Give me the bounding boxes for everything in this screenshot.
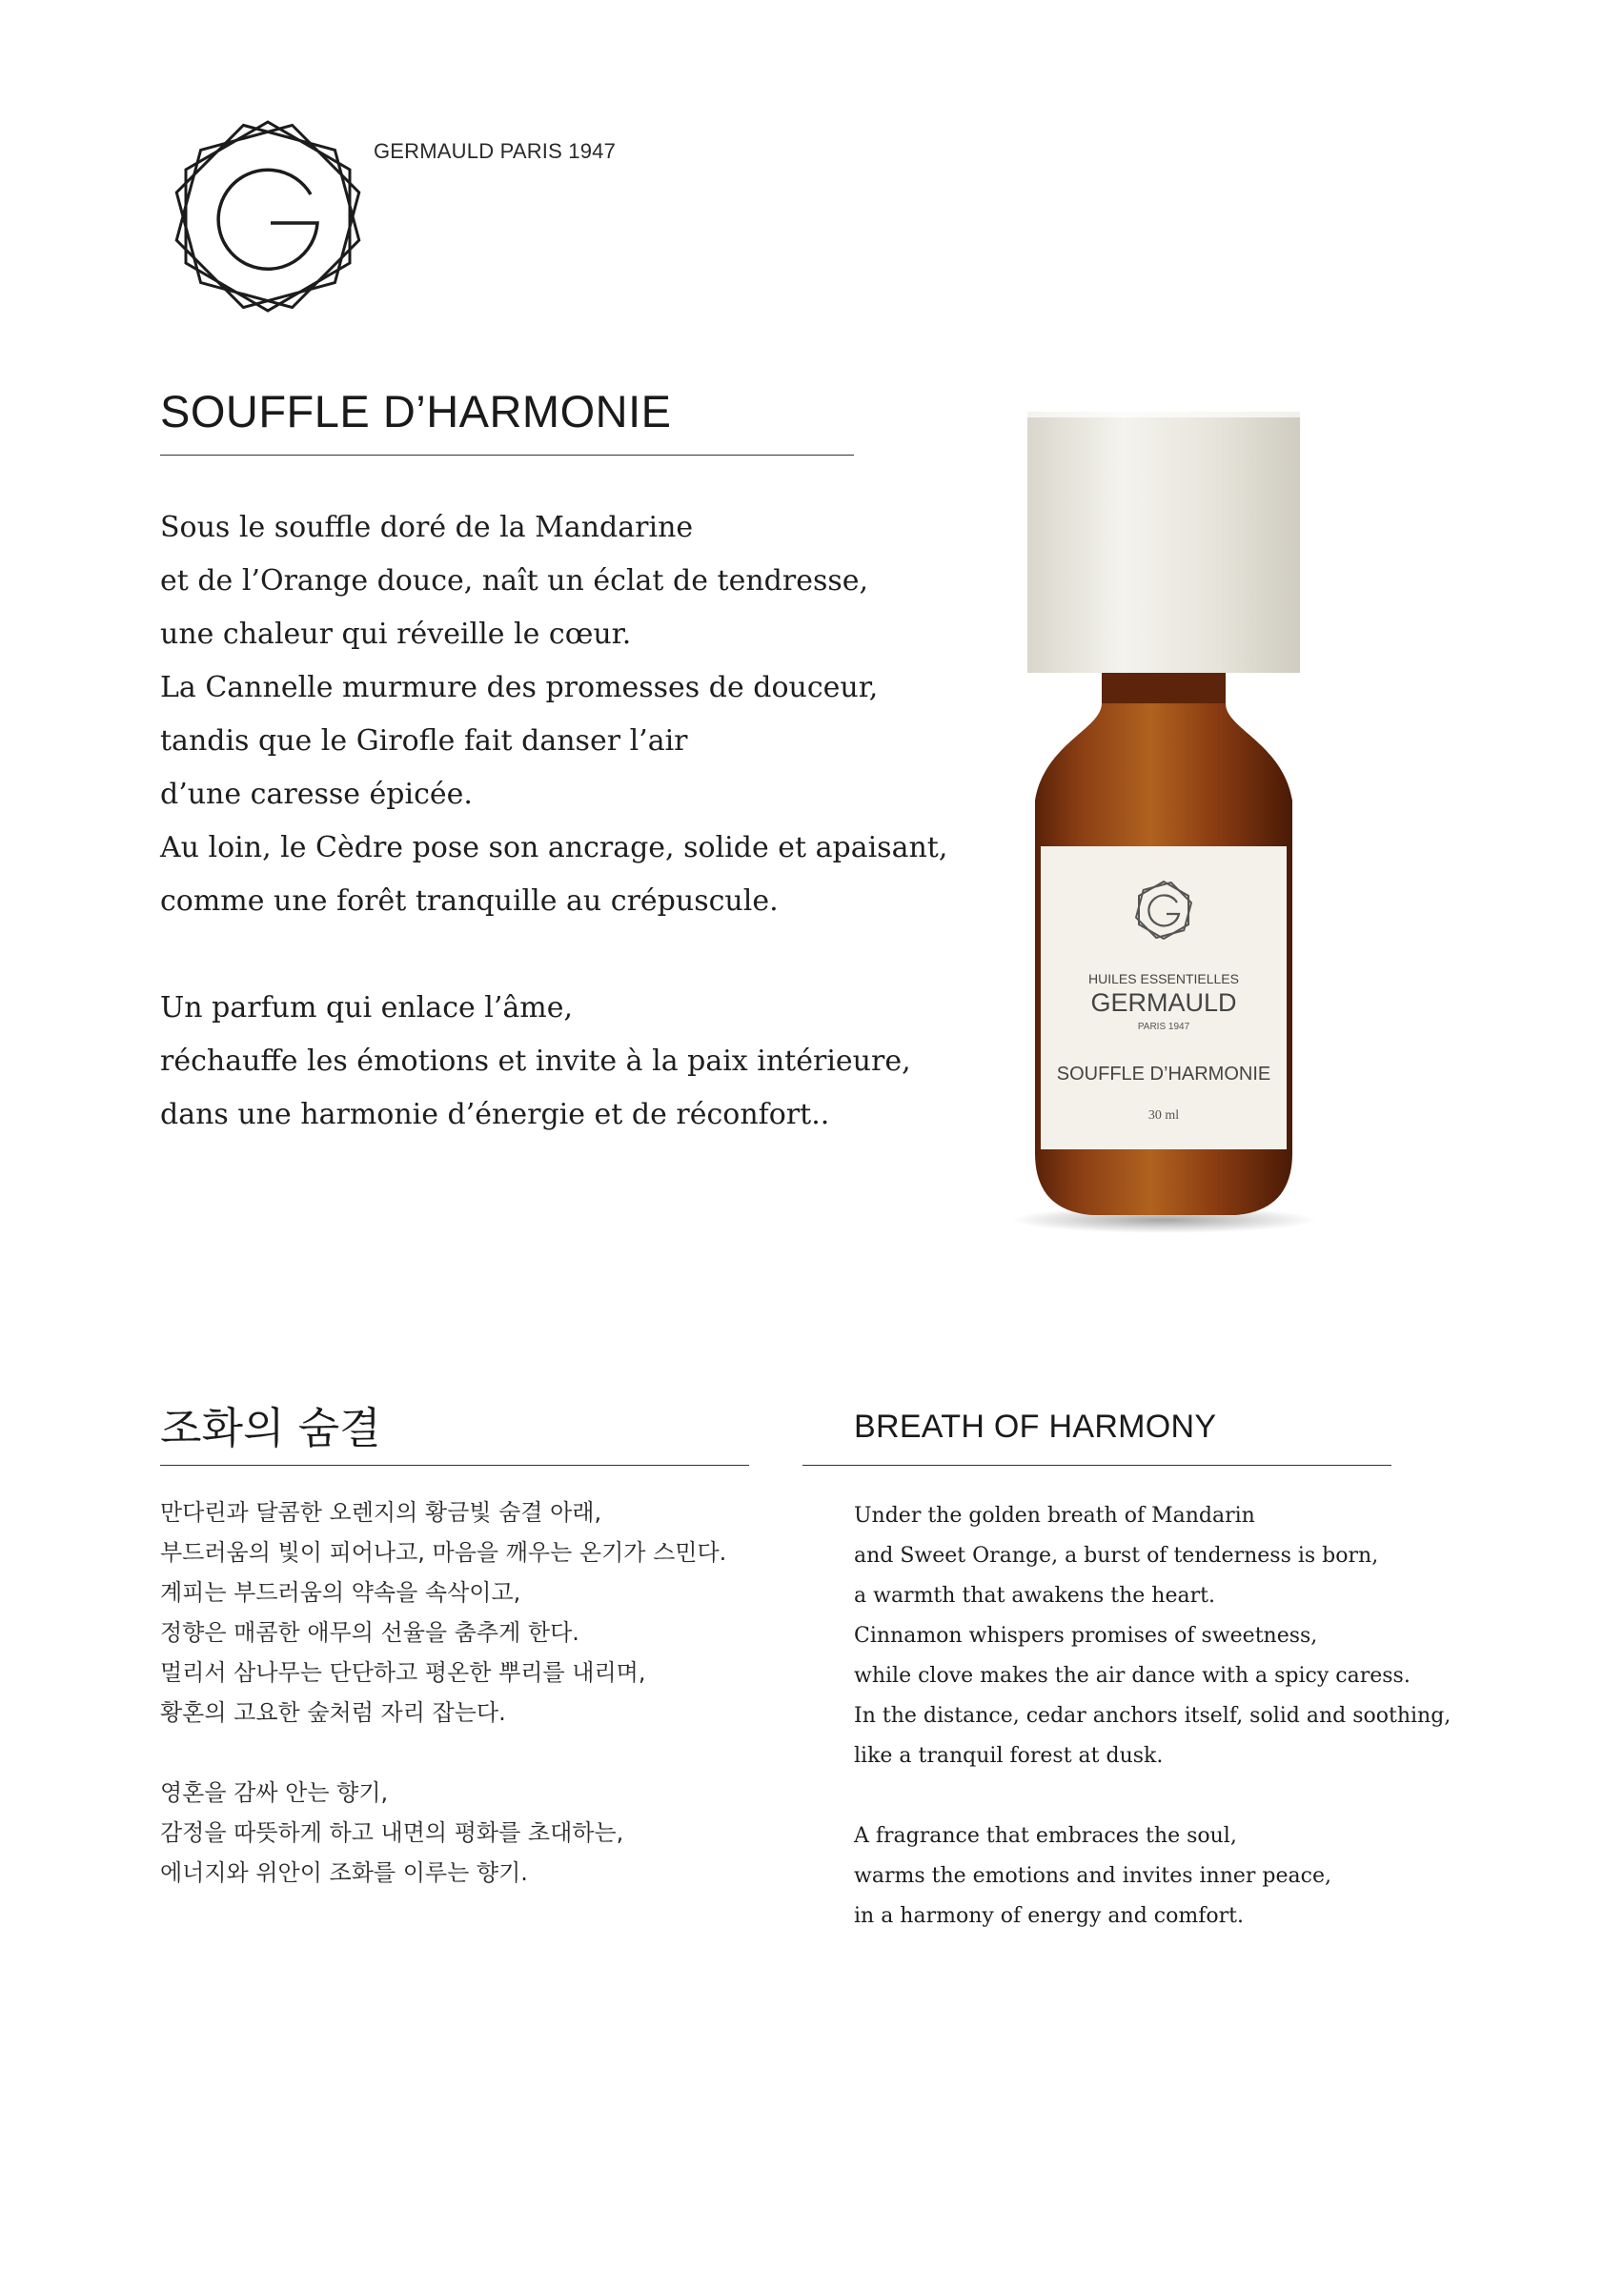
label-brand: GERMAULD <box>1090 988 1237 1017</box>
english-stanza-2 <box>854 1816 1578 1937</box>
poem-line: like a tranquil forest at dusk. <box>854 1744 1164 1768</box>
poem-line: 계피는 부드러움의 약속을 속삭이고, <box>160 1579 521 1606</box>
poem-line: et de l’Orange douce, naît un éclat de tendresse, <box>160 564 869 598</box>
poem-line: 에너지와 위안이 조화를 이루는 향기. <box>160 1859 528 1886</box>
poem-line: while clove makes the air dance with a spicy caress. <box>854 1664 1411 1688</box>
french-stanza-2 <box>160 982 980 1142</box>
poem-line: 정향은 매콤한 애무의 선율을 춤추게 한다. <box>160 1619 579 1646</box>
poem-line: Un parfum qui enlace l’âme, <box>160 991 574 1024</box>
poem-line: une chaleur qui réveille le cœur. <box>160 618 632 651</box>
poem-line: 만다린과 달콤한 오렌지의 황금빛 숨결 아래, <box>160 1499 602 1526</box>
label-volume: 30 ml <box>1147 1108 1180 1123</box>
poem-line: In the distance, cedar anchors itself, solid and soothing, <box>854 1704 1451 1728</box>
english-stanza-1 <box>854 1496 1578 1776</box>
poem-line: 부드러움의 빛이 피어나고, 마음을 깨우는 온기가 스민다. <box>160 1539 727 1566</box>
poem-line: comme une forêt tranquille au crépuscule. <box>160 884 779 918</box>
poem-line: La Cannelle murmure des promesses de douceur, <box>160 671 879 704</box>
poem-line: Sous le souffle doré de la Mandarine <box>160 511 694 544</box>
poem-line: 영혼을 감싸 안는 향기, <box>160 1779 389 1806</box>
korean-stanza-2 <box>160 1773 827 1893</box>
poem-line: dans une harmonie d’énergie et de réconfort.. <box>160 1098 830 1131</box>
poem-line: tandis que le Girofle fait danser l’air <box>160 724 688 758</box>
brand-name: GERMAULD PARIS 1947 <box>374 139 617 163</box>
korean-title-divider <box>160 1465 749 1466</box>
poem-line: a warmth that awakens the heart. <box>854 1584 1215 1608</box>
label-product: SOUFFLE D’HARMONIE <box>1056 1064 1271 1085</box>
korean-stanza-1 <box>160 1492 827 1733</box>
poem-line: 황혼의 고요한 숲처럼 자리 잡는다. <box>160 1699 506 1726</box>
poem-line: 멀리서 삼나무는 단단하고 평온한 뿌리를 내리며, <box>160 1659 646 1686</box>
poem-line: in a harmony of energy and comfort. <box>854 1904 1244 1928</box>
poem-line: and Sweet Orange, a burst of tenderness is born, <box>854 1544 1379 1568</box>
label-line1: HUILES ESSENTIELLES <box>1088 971 1239 986</box>
poem-line: warms the emotions and invites inner peace, <box>854 1864 1331 1888</box>
label-city: PARIS 1947 <box>1137 1022 1190 1032</box>
french-stanza-1 <box>160 501 980 928</box>
poem-line: 감정을 따뜻하게 하고 내면의 평화를 초대하는, <box>160 1819 624 1846</box>
poem-line: Cinnamon whispers promises of sweetness, <box>854 1624 1318 1648</box>
poem-line: Under the golden breath of Mandarin <box>854 1504 1255 1528</box>
french-poem <box>160 501 980 1142</box>
english-title: BREATH OF HARMONY <box>854 1409 1217 1445</box>
hexagon-g-logo-icon <box>168 116 368 316</box>
poem-line: Au loin, le Cèdre pose son ancrage, solide et apaisant, <box>160 831 948 864</box>
product-bottle-image <box>987 400 1340 1239</box>
poem-line: A fragrance that embraces the soul, <box>854 1824 1237 1848</box>
poem-line: réchauffe les émotions et invite à la paix intérieure, <box>160 1045 911 1078</box>
korean-title: 조화의 숨결 <box>160 1403 381 1453</box>
english-poem <box>854 1496 1578 1937</box>
french-title: SOUFFLE D’HARMONIE <box>160 386 672 436</box>
english-title-divider <box>802 1465 1391 1466</box>
french-title-divider <box>160 455 854 456</box>
korean-poem <box>160 1492 827 1893</box>
poem-line: d’une caresse épicée. <box>160 778 473 811</box>
